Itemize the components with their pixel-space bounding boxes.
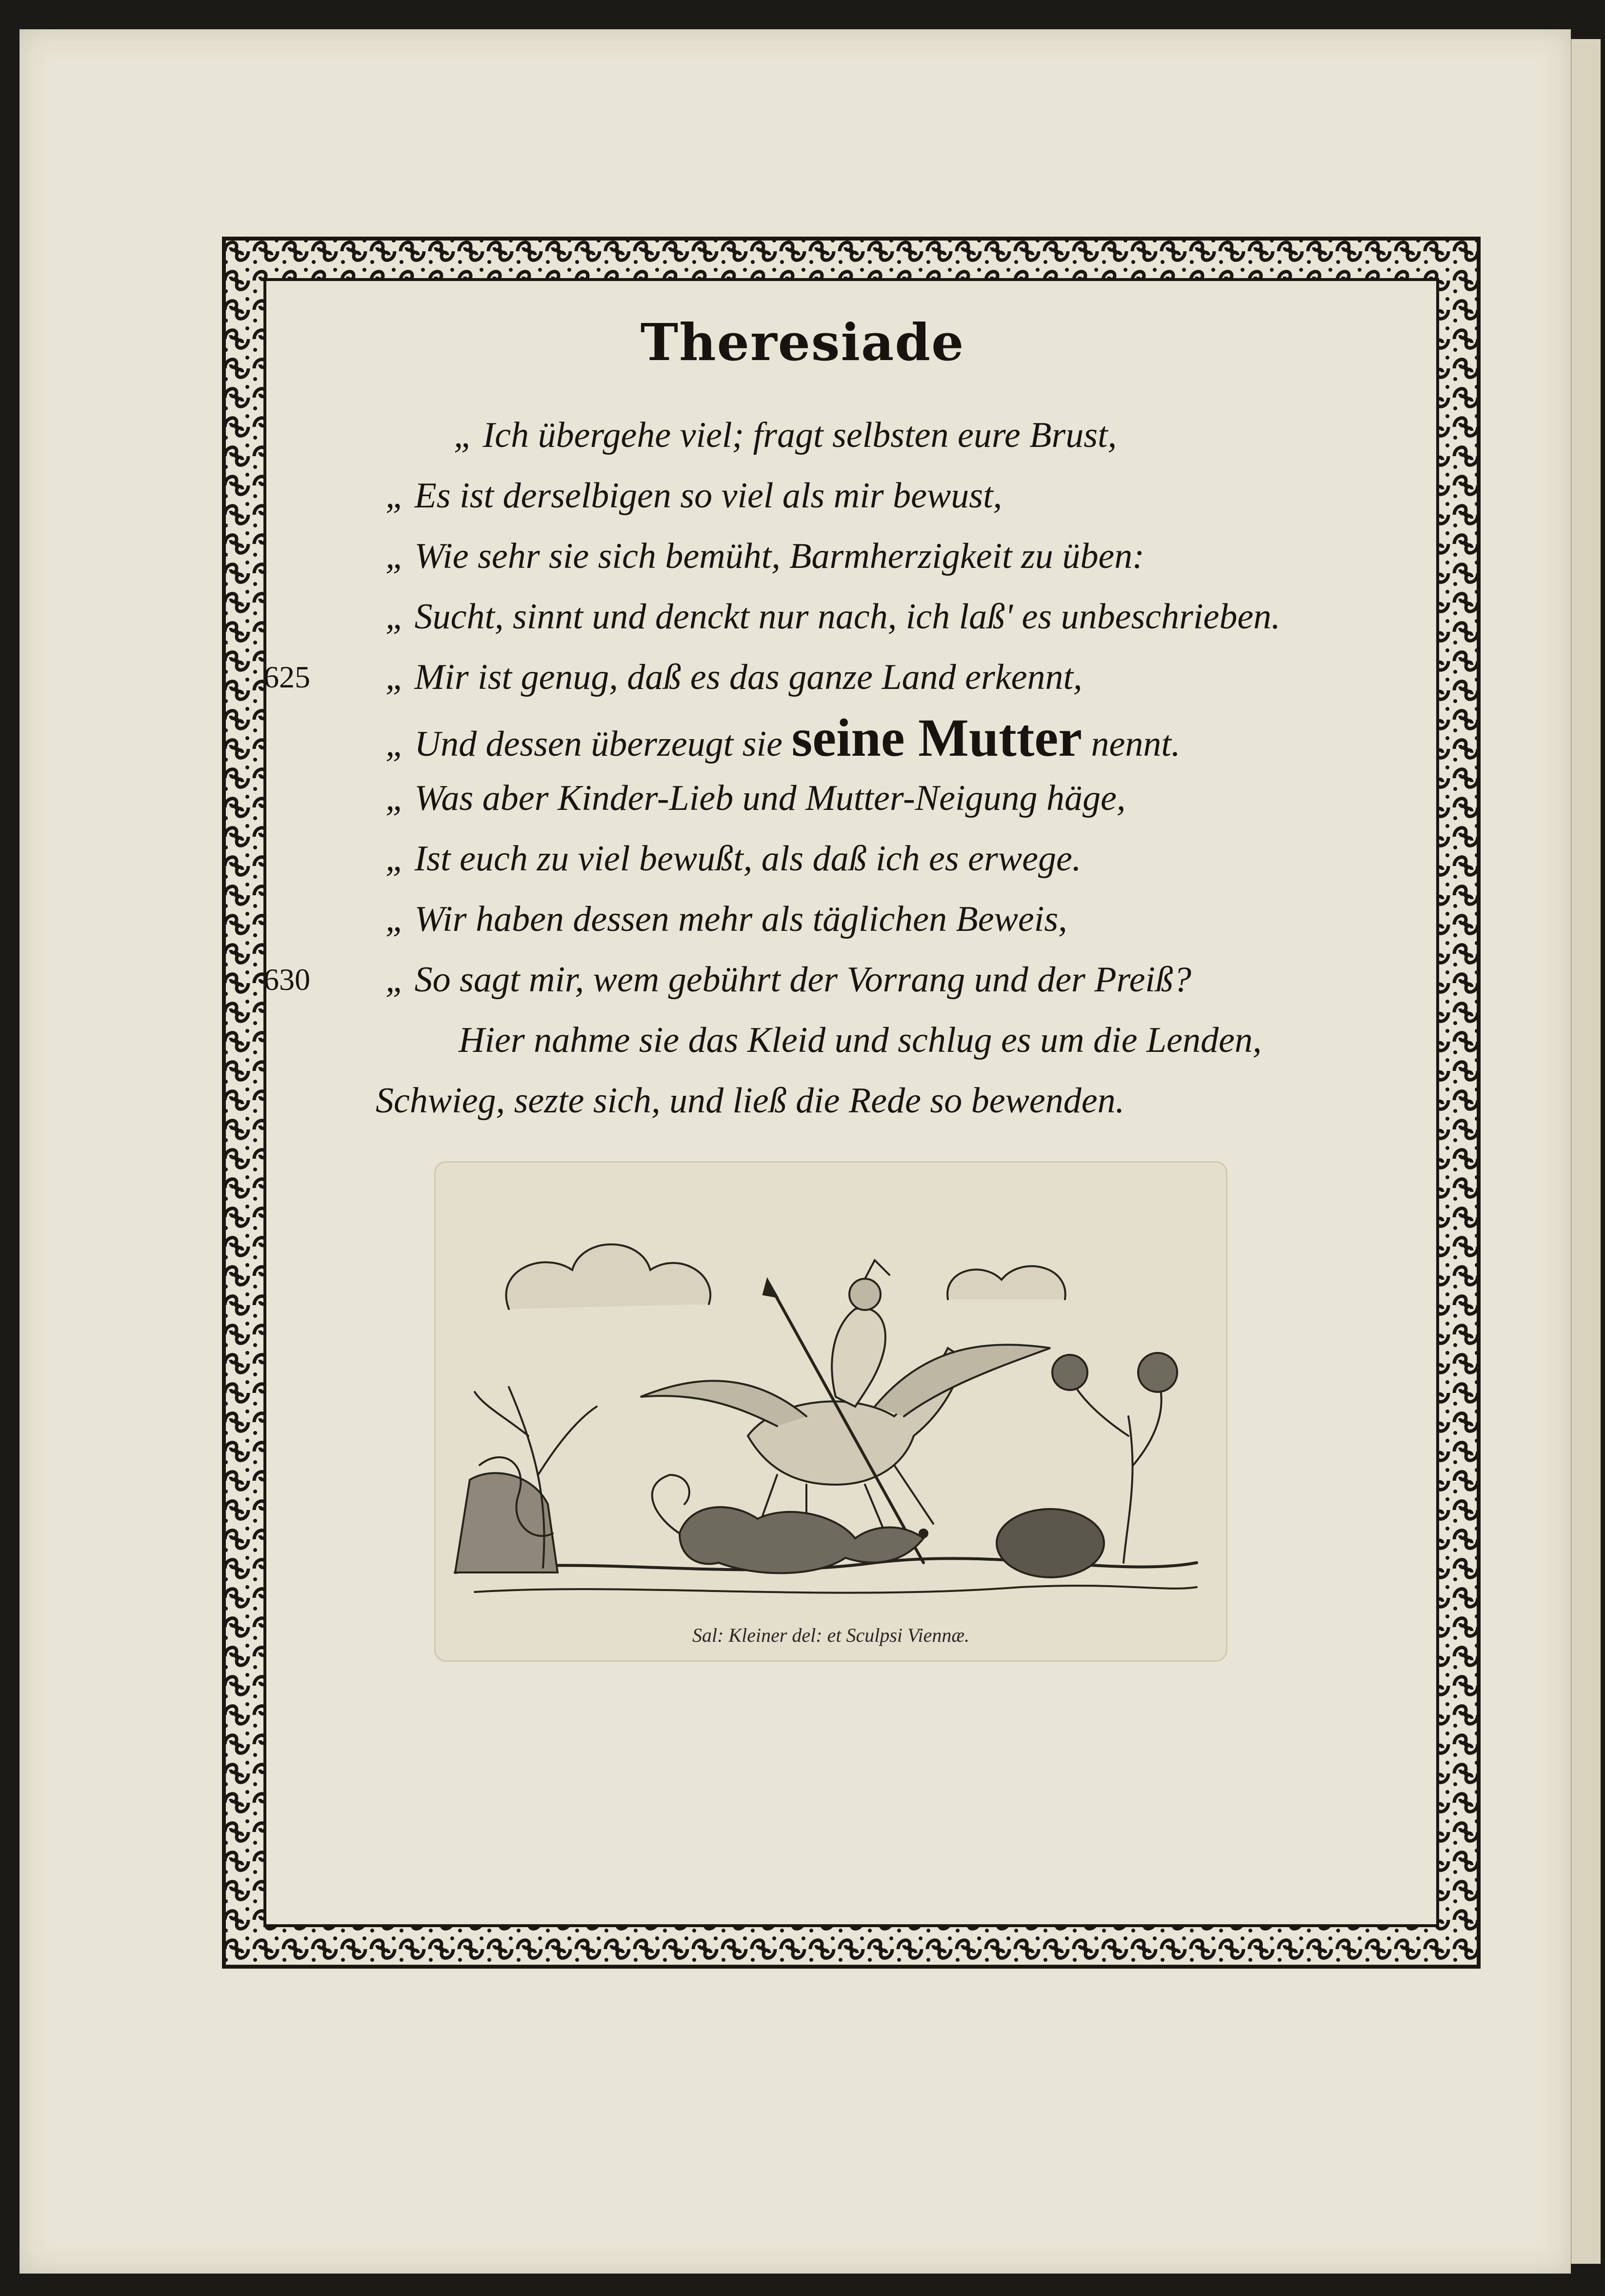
engraved-vignette	[434, 1161, 1227, 1662]
verse-text-main: „ Es ist derselbigen so viel als mir bewust,	[385, 476, 1003, 516]
verse-line	[312, 586, 1337, 647]
verse-block	[263, 405, 1337, 1131]
emphasized-phrase: seine Mutter	[791, 708, 1083, 767]
verse-line	[312, 707, 1337, 768]
verse-text-main: Schwieg, sezte sich, und ließ die Rede so bewenden.	[376, 1081, 1125, 1121]
line-number: 630	[263, 962, 310, 997]
verse-line	[263, 949, 1337, 1010]
running-head: Theresiade	[640, 312, 965, 372]
verse-text-main: „ Was aber Kinder-Lieb und Mutter-Neigung häge,	[385, 778, 1126, 818]
verse-text-main: „ Mir ist genug, daß es das ganze Land erkennt,	[385, 657, 1083, 697]
verse-text	[385, 889, 1067, 949]
facing-page-edge	[1568, 39, 1601, 2264]
verse-text	[459, 1010, 1262, 1070]
verse-text-main: „ So sagt mir, wem gebührt der Vorrang und der Preiß?	[385, 960, 1191, 1000]
verse-text	[385, 647, 1083, 707]
verse-line	[312, 465, 1337, 526]
verse-text	[385, 526, 1144, 586]
verse-line	[312, 1010, 1337, 1070]
vignette-engraving	[436, 1163, 1226, 1660]
verse-text-main: Hier nahme sie das Kleid und schlug es um die Lenden,	[459, 1020, 1262, 1060]
verse-text-main: „ Ich übergehe viel; fragt selbsten eure Brust,	[454, 415, 1117, 455]
verse-line	[312, 828, 1337, 889]
verse-text	[385, 465, 1002, 526]
verse-text	[385, 828, 1081, 889]
verse-text	[385, 707, 1180, 774]
verse-text-main: „ Ist euch zu viel bewußt, als daß ich es erwege.	[385, 839, 1082, 879]
verse-text-main: „ Wie sehr sie sich bemüht, Barmherzigkeit zu üben:	[385, 536, 1144, 576]
verse-text	[385, 768, 1125, 828]
verse-line	[312, 889, 1337, 949]
verse-text	[376, 1070, 1124, 1131]
verse-text-main: „ Und dessen überzeugt sie	[385, 724, 782, 764]
verse-text-main: „ Sucht, sinnt und denckt nur nach, ich laß' es unbeschrieben.	[385, 597, 1281, 637]
verse-line	[312, 768, 1337, 828]
verse-text	[385, 586, 1281, 647]
verse-line	[263, 647, 1337, 707]
verse-text-tail: nennt.	[1091, 724, 1181, 764]
verse-text-main: „ Wir haben dessen mehr als täglichen Beweis,	[385, 899, 1067, 939]
verse-line	[312, 1070, 1337, 1131]
verse-line	[312, 405, 1337, 465]
verse-text	[385, 949, 1191, 1010]
line-number: 625	[263, 660, 310, 694]
verse-line	[312, 526, 1337, 586]
verse-text	[454, 405, 1117, 465]
engraver-signature: Sal: Kleiner del: et Sculpsi Viennæ.	[692, 1624, 970, 1646]
